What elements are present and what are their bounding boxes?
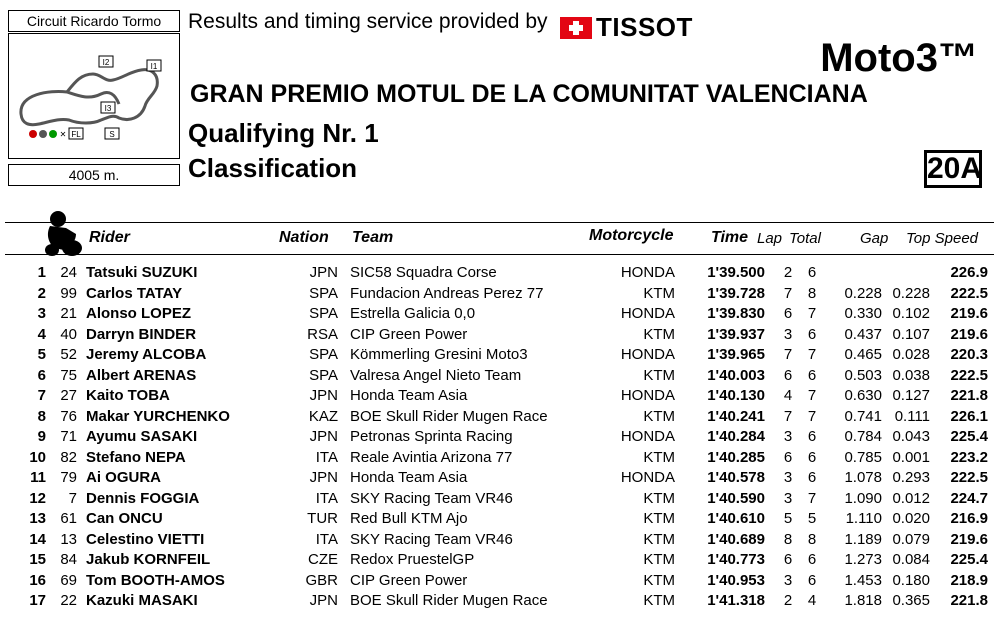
- row-nation: GBR: [305, 571, 338, 589]
- row-number: 7: [68, 489, 77, 507]
- row-top-speed: 219.6: [950, 530, 988, 548]
- row-number: 82: [60, 448, 77, 466]
- sector-label-s: S: [109, 130, 115, 139]
- row-time: 1'40.241: [707, 407, 765, 425]
- row-team: SKY Racing Team VR46: [350, 489, 513, 507]
- category-title: Moto3™: [820, 36, 978, 80]
- row-nation: ITA: [315, 530, 338, 548]
- row-motorcycle: KTM: [643, 284, 675, 302]
- row-position: 13: [29, 510, 46, 527]
- row-rider: Tatsuki SUZUKI: [86, 264, 198, 281]
- table-row: [0, 304, 1000, 325]
- row-lap: 5: [783, 510, 793, 527]
- row-lap: 6: [783, 366, 793, 384]
- event-title: GRAN PREMIO MOTUL DE LA COMUNITAT VALENCIANA: [190, 80, 868, 108]
- row-top-speed: 219.6: [950, 305, 988, 322]
- tissot-logo: [560, 12, 693, 43]
- row-rider: Jeremy ALCOBA: [86, 346, 207, 363]
- row-gap-previous: 0.293: [892, 469, 930, 486]
- row-number: 99: [60, 284, 77, 302]
- row-gap-first: 1.273: [844, 551, 882, 568]
- row-gap-first: 1.078: [844, 469, 882, 486]
- brand-name: TISSOT: [596, 12, 693, 42]
- row-team: Fundacion Andreas Perez 77: [350, 284, 544, 302]
- row-team: Redox PruestelGP: [350, 551, 475, 568]
- row-team: SKY Racing Team VR46: [350, 530, 513, 548]
- row-top-speed: 225.4: [950, 428, 988, 445]
- row-team: CIP Green Power: [350, 571, 468, 589]
- row-position: 8: [37, 407, 46, 425]
- circuit-name: Circuit Ricardo Tormo: [8, 10, 180, 32]
- row-team: BOE Skull Rider Mugen Race: [350, 407, 548, 425]
- row-time: 1'40.130: [707, 387, 765, 404]
- document-type: Classification: [188, 153, 358, 183]
- sector-label-i2: I2: [102, 58, 110, 67]
- row-position: 5: [37, 346, 46, 363]
- circuit-length: 4005 m.: [8, 164, 180, 186]
- row-total: 7: [807, 387, 817, 404]
- row-position: 14: [29, 530, 46, 548]
- row-gap-first: 1.110: [845, 510, 882, 527]
- row-team: Valresa Angel Nieto Team: [350, 366, 522, 384]
- table-row: [0, 530, 1000, 551]
- row-gap-first: 0.741: [844, 407, 882, 425]
- row-lap: 7: [783, 284, 793, 302]
- row-position: 10: [29, 448, 46, 466]
- row-rider: Can ONCU: [86, 510, 163, 527]
- table-row: [0, 550, 1000, 571]
- row-gap-previous: 0.043: [892, 428, 930, 445]
- row-time: 1'41.318: [707, 592, 765, 609]
- row-team: Reale Avintia Arizona 77: [350, 448, 513, 466]
- row-total: 4: [807, 592, 817, 609]
- row-gap-first: 0.437: [844, 325, 882, 343]
- row-number: 40: [60, 325, 77, 343]
- row-top-speed: 216.9: [950, 510, 988, 527]
- table-row: [0, 468, 1000, 489]
- row-gap-previous: 0.365: [892, 592, 930, 609]
- header-bottom-line: [5, 254, 994, 255]
- row-rider: Kaito TOBA: [86, 387, 170, 404]
- row-time: 1'40.590: [707, 489, 765, 507]
- row-time: 1'39.728: [707, 284, 765, 302]
- header-motorcycle: Motorcycle: [589, 227, 674, 244]
- row-nation: SPA: [309, 346, 338, 363]
- row-lap: 6: [783, 551, 793, 568]
- row-nation: SPA: [309, 305, 338, 322]
- row-number: 13: [60, 530, 77, 548]
- row-gap-previous: 0.012: [892, 489, 930, 507]
- row-position: 2: [37, 284, 46, 302]
- svg-text:✕: ✕: [59, 130, 67, 139]
- row-total: 6: [807, 551, 817, 568]
- row-total: 6: [807, 469, 817, 486]
- row-team: SIC58 Squadra Corse: [350, 264, 497, 281]
- row-team: Red Bull KTM Ajo: [350, 510, 468, 527]
- row-motorcycle: HONDA: [620, 387, 675, 404]
- row-position: 1: [37, 264, 46, 281]
- row-top-speed: 219.6: [950, 325, 988, 343]
- header-rider: Rider: [89, 229, 130, 246]
- row-gap-previous: 0.038: [892, 366, 930, 384]
- session-title: Qualifying Nr. 1: [188, 118, 379, 148]
- row-top-speed: 224.7: [950, 489, 988, 507]
- row-time: 1'40.610: [707, 510, 765, 527]
- row-number: 52: [60, 346, 77, 363]
- row-rider: Jakub KORNFEIL: [86, 551, 211, 568]
- row-position: 17: [29, 592, 46, 609]
- row-number: 84: [60, 551, 77, 568]
- row-number: 69: [60, 571, 77, 589]
- row-top-speed: 226.9: [950, 264, 988, 281]
- row-gap-previous: 0.102: [892, 305, 930, 322]
- row-position: 4: [37, 325, 46, 343]
- row-time: 1'40.284: [707, 428, 765, 445]
- table-row: [0, 427, 1000, 448]
- row-gap-previous: 0.001: [892, 448, 930, 466]
- row-rider: Ayumu SASAKI: [86, 428, 198, 445]
- row-top-speed: 225.4: [950, 551, 988, 568]
- row-motorcycle: KTM: [643, 510, 675, 527]
- row-motorcycle: HONDA: [620, 428, 675, 445]
- row-total: 7: [807, 407, 817, 425]
- row-nation: SPA: [309, 284, 338, 302]
- row-time: 1'40.285: [707, 448, 765, 466]
- row-gap-first: 0.630: [844, 387, 882, 404]
- table-row: [0, 284, 1000, 305]
- row-gap-previous: 0.228: [892, 284, 930, 302]
- track-map-icon: [9, 34, 179, 158]
- row-motorcycle: KTM: [643, 407, 675, 425]
- header-top-line: [5, 222, 994, 223]
- row-rider: Kazuki MASAKI: [86, 592, 198, 609]
- row-time: 1'40.773: [707, 551, 765, 568]
- row-motorcycle: KTM: [643, 448, 675, 466]
- row-position: 12: [29, 489, 46, 507]
- row-team: Honda Team Asia: [350, 387, 468, 404]
- row-lap: 3: [783, 325, 793, 343]
- row-nation: CZE: [308, 551, 338, 568]
- table-row: [0, 509, 1000, 530]
- table-row: [0, 489, 1000, 510]
- motorcycle-rider-icon: [42, 210, 86, 258]
- row-motorcycle: KTM: [643, 551, 675, 568]
- row-nation: ITA: [315, 489, 338, 507]
- row-top-speed: 221.8: [950, 592, 988, 609]
- row-gap-first: 0.465: [844, 346, 882, 363]
- row-number: 76: [60, 407, 77, 425]
- provider-text: Results and timing service provided by: [188, 10, 548, 33]
- row-gap-first: 1.453: [844, 571, 882, 589]
- row-lap: 3: [783, 571, 793, 589]
- row-nation: JPN: [309, 428, 338, 445]
- row-team: Petronas Sprinta Racing: [350, 428, 513, 445]
- row-motorcycle: HONDA: [620, 305, 675, 322]
- row-lap: 2: [783, 264, 793, 281]
- row-gap-first: 0.785: [844, 448, 882, 466]
- row-nation: RSA: [307, 325, 338, 343]
- row-number: 22: [60, 592, 77, 609]
- header-top-speed: Top Speed: [906, 230, 979, 247]
- sector-label-i3: I3: [104, 104, 112, 113]
- row-total: 8: [807, 284, 817, 302]
- row-gap-previous: 0.107: [892, 325, 930, 343]
- header-lap: Lap: [757, 230, 783, 247]
- row-nation: JPN: [309, 387, 338, 404]
- row-total: 8: [807, 530, 817, 548]
- row-rider: Tom BOOTH-AMOS: [86, 571, 225, 589]
- row-motorcycle: KTM: [643, 489, 675, 507]
- row-top-speed: 222.5: [950, 366, 988, 384]
- row-number: 75: [60, 366, 77, 384]
- row-gap-previous: 0.127: [892, 387, 930, 404]
- row-total: 7: [807, 489, 817, 507]
- row-motorcycle: KTM: [643, 592, 675, 609]
- row-team: BOE Skull Rider Mugen Race: [350, 592, 548, 609]
- table-row: [0, 591, 1000, 612]
- row-lap: 7: [783, 407, 793, 425]
- document-code: 20A: [924, 150, 982, 188]
- row-gap-previous: 0.020: [892, 510, 930, 527]
- row-number: 27: [60, 387, 77, 404]
- header-time: Time: [711, 229, 749, 246]
- row-lap: 6: [783, 448, 793, 466]
- row-nation: JPN: [309, 469, 338, 486]
- row-total: 7: [807, 346, 817, 363]
- row-lap: 3: [783, 428, 793, 445]
- row-position: 15: [29, 551, 46, 568]
- row-motorcycle: HONDA: [620, 264, 675, 281]
- row-motorcycle: KTM: [643, 530, 675, 548]
- header-team: Team: [352, 229, 394, 246]
- row-total: 6: [807, 571, 817, 589]
- row-position: 6: [37, 366, 46, 384]
- row-nation: KAZ: [308, 407, 338, 425]
- row-position: 3: [37, 305, 46, 322]
- row-nation: SPA: [309, 366, 338, 384]
- row-gap-previous: 0.180: [892, 571, 930, 589]
- row-total: 7: [807, 305, 817, 322]
- row-team: Honda Team Asia: [350, 469, 468, 486]
- row-top-speed: 222.5: [950, 469, 988, 486]
- row-gap-first: 0.503: [844, 366, 882, 384]
- row-time: 1'39.500: [707, 264, 765, 281]
- row-team: Kömmerling Gresini Moto3: [350, 346, 528, 363]
- row-time: 1'39.937: [707, 325, 765, 343]
- row-time: 1'40.578: [707, 469, 765, 486]
- row-time: 1'39.965: [707, 346, 765, 363]
- row-team: CIP Green Power: [350, 325, 468, 343]
- row-top-speed: 220.3: [950, 346, 988, 363]
- row-gap-first: 0.784: [844, 428, 882, 445]
- row-team: Estrella Galicia 0,0: [350, 305, 476, 322]
- table-row: [0, 571, 1000, 592]
- row-gap-first: 0.228: [844, 284, 882, 302]
- row-motorcycle: KTM: [643, 325, 675, 343]
- row-gap-first: 1.818: [844, 592, 882, 609]
- row-position: 7: [37, 387, 46, 404]
- row-rider: Albert ARENAS: [86, 366, 197, 384]
- row-top-speed: 221.8: [950, 387, 988, 404]
- row-position: 9: [37, 428, 46, 445]
- row-nation: TUR: [307, 510, 338, 527]
- row-rider: Dennis FOGGIA: [86, 489, 200, 507]
- row-top-speed: 223.2: [950, 448, 988, 466]
- row-gap-previous: 0.084: [892, 551, 930, 568]
- row-lap: 4: [783, 387, 793, 404]
- row-total: 6: [807, 428, 817, 445]
- row-time: 1'40.953: [707, 571, 765, 589]
- row-motorcycle: HONDA: [620, 346, 675, 363]
- row-number: 61: [60, 510, 77, 527]
- row-position: 11: [30, 469, 46, 486]
- row-motorcycle: HONDA: [620, 469, 675, 486]
- row-total: 6: [807, 448, 817, 466]
- row-lap: 3: [783, 489, 793, 507]
- sector-label-i1: I1: [150, 62, 158, 71]
- row-time: 1'40.689: [707, 530, 765, 548]
- row-lap: 2: [783, 592, 793, 609]
- table-row: [0, 345, 1000, 366]
- row-top-speed: 222.5: [950, 284, 988, 302]
- row-gap-first: 1.090: [844, 489, 882, 507]
- row-gap-previous: 0.111: [894, 407, 930, 425]
- row-total: 6: [807, 325, 817, 343]
- row-time: 1'40.003: [707, 366, 765, 384]
- row-rider: Celestino VIETTI: [86, 530, 205, 548]
- row-gap-first: 0.330: [844, 305, 882, 322]
- row-time: 1'39.830: [707, 305, 765, 322]
- header-total: Total: [789, 230, 821, 247]
- row-position: 16: [29, 571, 46, 589]
- row-rider: Ai OGURA: [86, 469, 161, 486]
- row-nation: ITA: [315, 448, 338, 466]
- row-rider: Stefano NEPA: [86, 448, 186, 466]
- swiss-cross-icon: [560, 17, 592, 39]
- row-number: 71: [60, 428, 77, 445]
- table-row: [0, 263, 1000, 284]
- row-lap: 7: [783, 346, 793, 363]
- row-total: 6: [807, 366, 817, 384]
- table-row: [0, 386, 1000, 407]
- row-top-speed: 226.1: [950, 407, 988, 425]
- row-total: 5: [807, 510, 817, 527]
- row-lap: 8: [783, 530, 793, 548]
- row-rider: Alonso LOPEZ: [86, 305, 191, 322]
- row-number: 21: [60, 305, 77, 322]
- row-gap-previous: 0.028: [892, 346, 930, 363]
- row-motorcycle: KTM: [643, 571, 675, 589]
- table-row: [0, 366, 1000, 387]
- row-gap-previous: 0.079: [892, 530, 930, 548]
- table-row: [0, 448, 1000, 469]
- row-nation: JPN: [309, 592, 338, 609]
- row-motorcycle: KTM: [643, 366, 675, 384]
- row-number: 79: [60, 469, 77, 486]
- row-total: 6: [807, 264, 817, 281]
- row-lap: 3: [783, 469, 793, 486]
- row-number: 24: [60, 264, 77, 281]
- table-row: [0, 325, 1000, 346]
- track-map: [8, 33, 180, 159]
- header-gap: Gap: [860, 230, 889, 247]
- header-nation: Nation: [279, 229, 329, 246]
- table-row: [0, 407, 1000, 428]
- row-rider: Darryn BINDER: [86, 325, 197, 343]
- row-rider: Carlos TATAY: [86, 284, 183, 302]
- row-rider: Makar YURCHENKO: [86, 407, 230, 425]
- row-lap: 6: [783, 305, 793, 322]
- row-nation: JPN: [309, 264, 338, 281]
- sector-label-fl: FL: [71, 130, 81, 139]
- row-top-speed: 218.9: [950, 571, 988, 589]
- row-gap-first: 1.189: [844, 530, 882, 548]
